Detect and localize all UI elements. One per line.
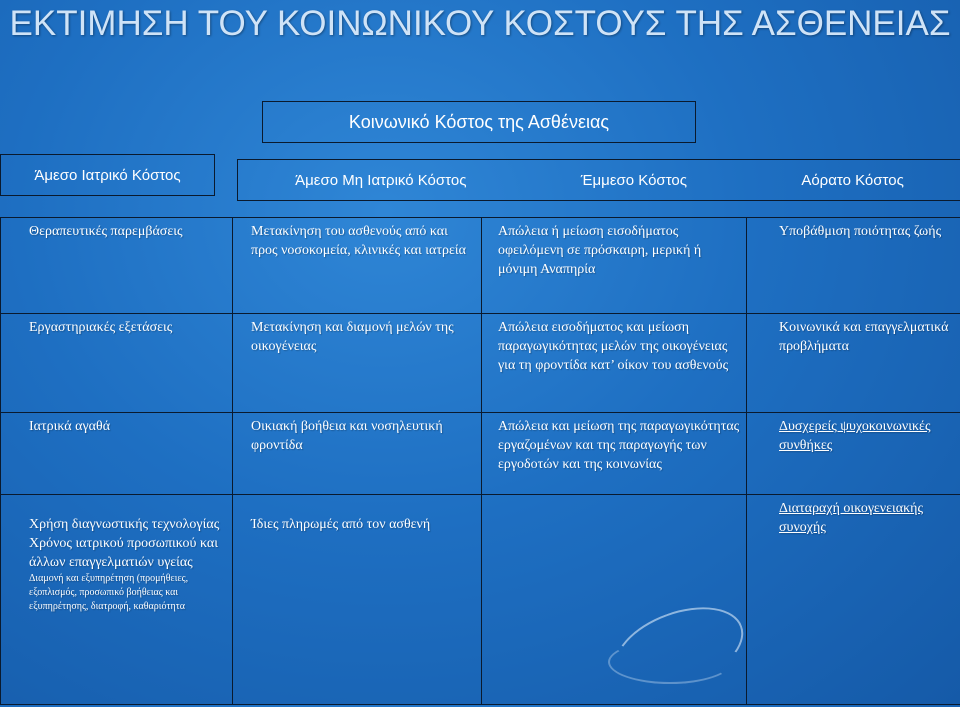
cost-categories-box	[237, 159, 960, 201]
indirect-cost-label: Έμμεσο Κόστος	[581, 172, 687, 189]
cell-home-care: Οικιακή βοήθεια και νοσηλευτική φροντίδα	[233, 413, 482, 495]
invisible-cost-label: Αόρατο Κόστος	[801, 172, 903, 189]
table-row	[1, 218, 960, 314]
table-row	[1, 413, 960, 495]
cell-lab-tests: Εργαστηριακές εξετάσεις	[1, 314, 233, 413]
staff-time-text: Χρόνος ιατρικού προσωπικού και άλλων επαγγελματιών υγείας	[29, 534, 226, 572]
cell-quality-of-life: Υποβάθμιση ποιότητας ζωής	[747, 218, 960, 314]
psychosocial-text: Δυσχερείς ψυχοκοινωνικές συνθήκες	[779, 419, 930, 453]
direct-medical-cost-box: Άμεσο Ιατρικό Κόστος	[0, 154, 215, 196]
swirl-decoration-inner	[608, 640, 732, 684]
cell-medical-goods: Ιατρικά αγαθά	[1, 413, 233, 495]
direct-non-medical-cost-label: Άμεσο Μη Ιατρικό Κόστος	[295, 172, 466, 189]
family-cohesion-text: Διαταραχή οικογενειακής συνοχής	[779, 501, 923, 535]
cell-out-of-pocket: Ίδιες πληρωμές από τον ασθενή	[233, 495, 482, 705]
cost-table	[0, 217, 960, 705]
cell-social-problems: Κοινωνικά και επαγγελματικά προβλήματα	[747, 314, 960, 413]
cell-patient-transport: Μετακίνηση του ασθενούς από και προς νοσοκομεία, κλινικές και ιατρεία	[233, 218, 482, 314]
accommodation-text: Διαμονή και εξυπηρέτηση (προμήθειες, εξοπλισμός, προσωπικό βοήθειας και εξυπηρέτησης, διατροφή, καθαριότητα	[29, 572, 226, 614]
cell-income-loss: Απώλεια ή μείωση εισοδήματος οφειλόμενη σε πρόσκαιρη, μερική ή μόνιμη Αναπηρία	[482, 218, 747, 314]
social-cost-box: Κοινωνικό Κόστος της Ασθένειας	[262, 101, 696, 143]
cell-psychosocial	[747, 413, 960, 495]
cell-therapeutic: Θεραπευτικές παρεμβάσεις	[1, 218, 233, 314]
table-row	[1, 495, 960, 705]
table-row	[1, 314, 960, 413]
cell-diagnostic-tech	[1, 495, 233, 705]
page-title: ΕΚΤΙΜΗΣΗ ΤΟΥ ΚΟΙΝΩΝΙΚΟΥ ΚΟΣΤΟΥΣ ΤΗΣ ΑΣΘΕΝΕΙΑΣ	[0, 2, 960, 46]
cell-productivity-loss: Απώλεια και μείωση της παραγωγικότητας εργαζομένων και της παραγωγής των εργοδοτών και της κοινωνίας	[482, 413, 747, 495]
cell-family-income-loss: Απώλεια εισοδήματος και μείωση παραγωγικότητας μελών της οικογένειας για τη φροντίδα κατ’ οίκον του ασθενούς	[482, 314, 747, 413]
cell-family-cohesion	[747, 495, 960, 705]
cell-family-transport: Μετακίνηση και διαμονή μελών της οικογένειας	[233, 314, 482, 413]
diagnostic-tech-text: Χρήση διαγνωστικής τεχνολογίας	[29, 515, 226, 534]
